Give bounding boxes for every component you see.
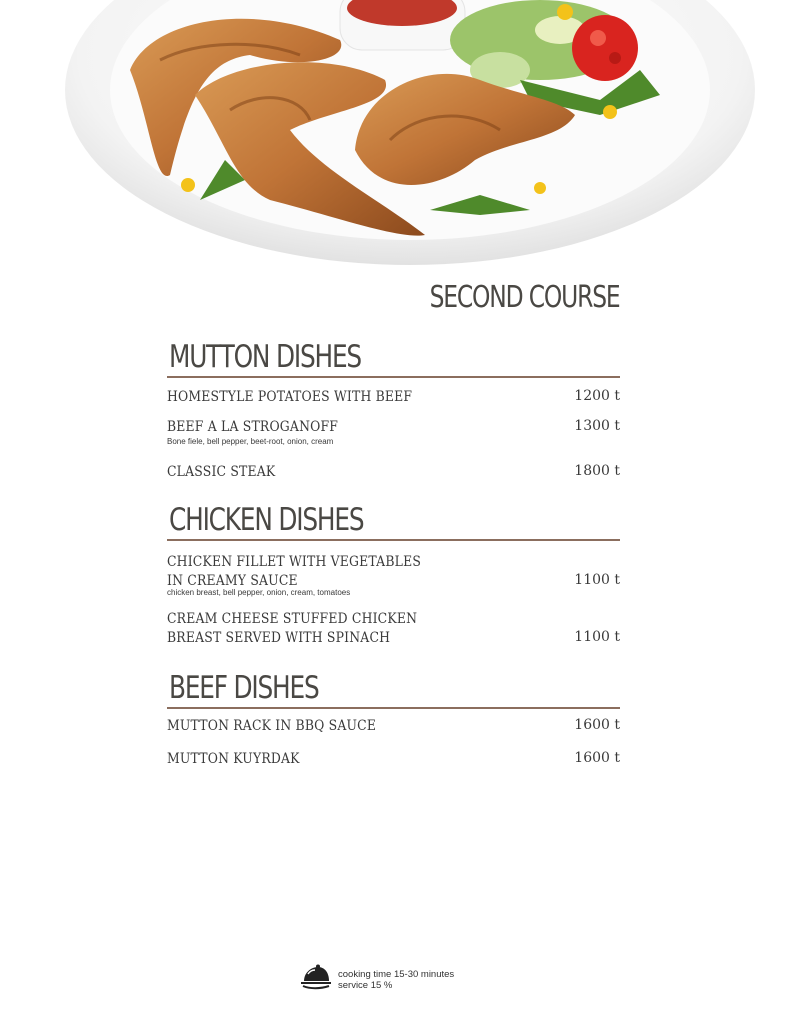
food-photo [0,0,800,270]
item-name-line1: CREAM CHEESE STUFFED CHICKEN [167,611,418,627]
item-price: 1600 t [574,717,620,733]
section-chicken-dishes [167,502,620,646]
menu-item [167,610,620,648]
cloche-icon [300,964,332,995]
item-description: chicken breast, bell pepper, onion, cream, tomatoes [167,588,351,597]
item-name: HOMESTYLE POTATOES WITH BEEF [167,389,413,405]
section-divider [167,539,620,541]
section-beef-dishes [167,670,620,767]
item-name-line2: IN CREAMY SAUCE [167,573,298,589]
section-divider [167,707,620,709]
item-price: 1300 t [574,418,620,434]
menu-item [167,750,620,769]
section-title: CHICKEN DISHES [169,502,364,538]
menu-item [167,717,620,736]
item-name-line2: BREAST SERVED WITH SPINACH [167,630,391,646]
item-name-line1: CHICKEN FILLET WITH VEGETABLES [167,554,422,570]
item-name: MUTTON KUYRDAK [167,751,300,767]
cooking-time: cooking time 15-30 minutes [338,968,455,980]
menu-item [167,418,620,447]
item-price: 1600 t [574,750,620,766]
item-name: BEEF A LA STROGANOFF [167,419,339,435]
menu-item [167,553,620,598]
page-title: SECOND COURSE [429,280,619,315]
section-divider [167,376,620,378]
footer-note [300,964,454,995]
footer-text [338,969,454,991]
item-price: 1800 t [574,463,620,479]
item-price: 1100 t [574,572,620,588]
menu-item [167,388,620,407]
item-description: Bone fiele, bell pepper, beet-root, onion, cream [167,437,334,446]
menu-item [167,463,620,482]
item-price: 1200 t [574,388,620,404]
item-name: CLASSIC STEAK [167,464,276,480]
item-name: MUTTON RACK IN BBQ SAUCE [167,718,377,734]
section-mutton-dishes [167,339,620,480]
section-title: BEEF DISHES [169,670,319,706]
section-title: MUTTON DISHES [169,339,361,375]
item-price: 1100 t [574,629,620,645]
service-charge: service 15 % [338,979,393,991]
